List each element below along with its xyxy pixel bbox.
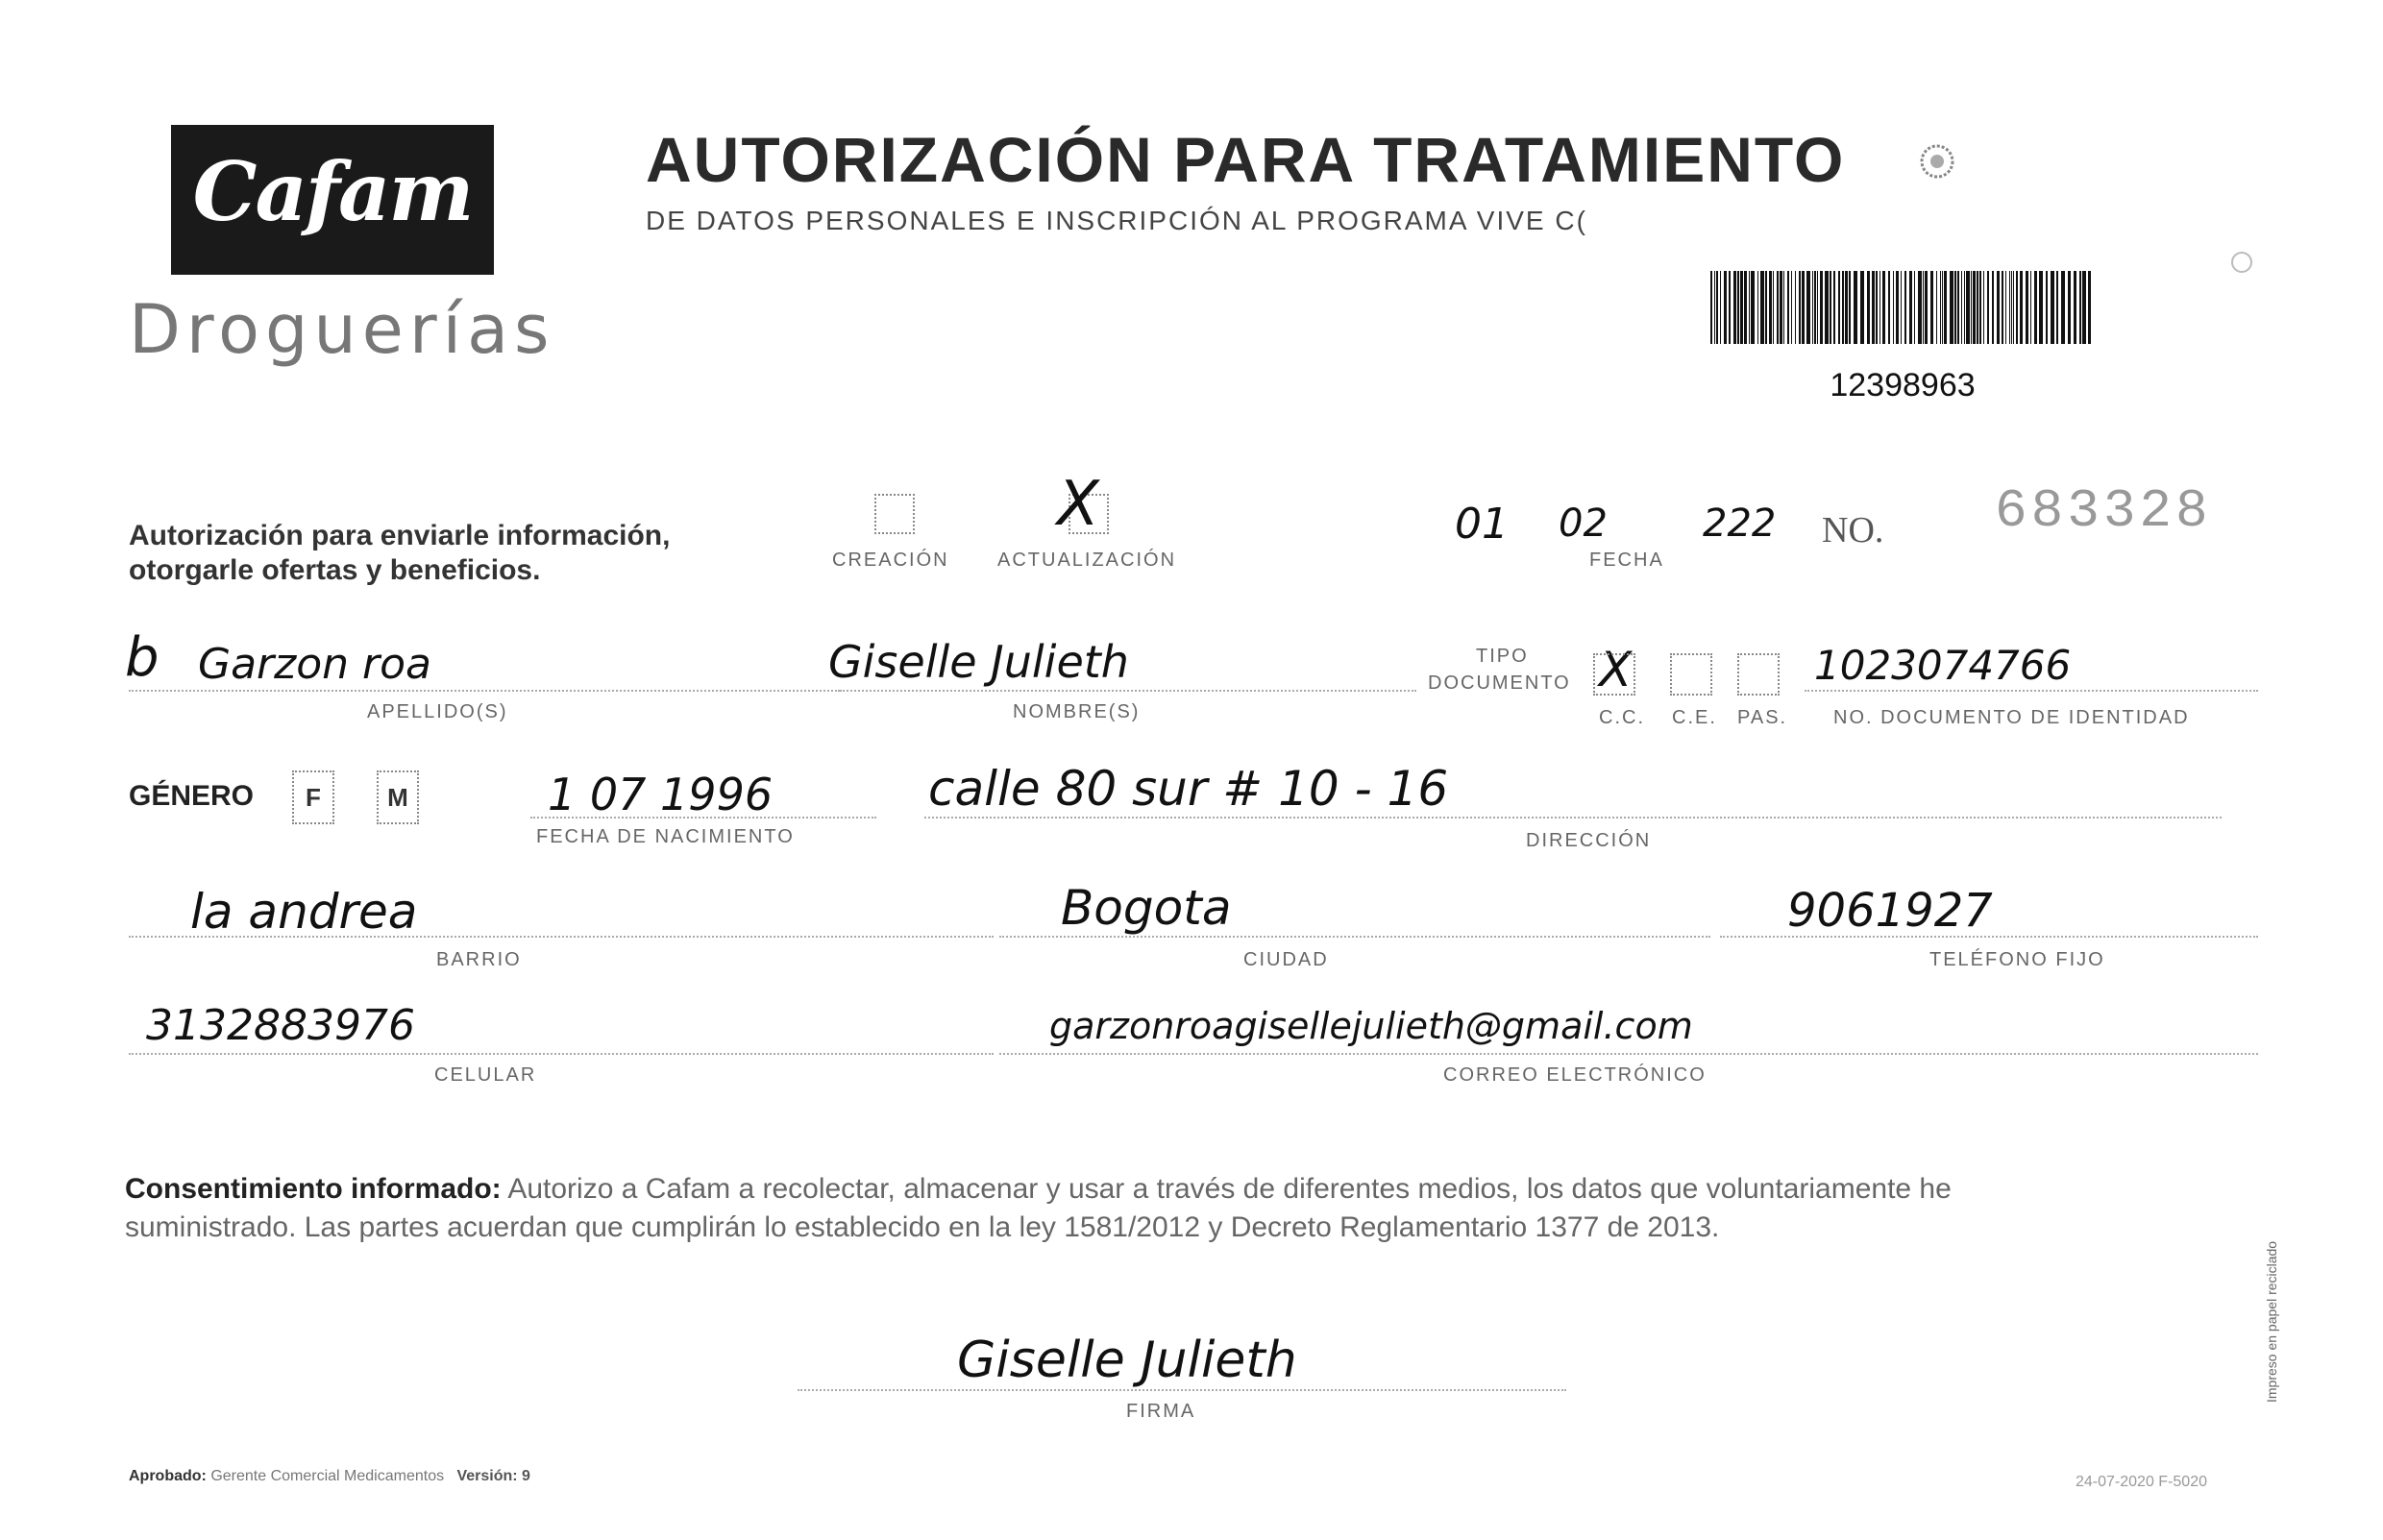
no-label: NO. <box>1822 510 1884 550</box>
apellidos-value: Garzon roa <box>198 640 432 689</box>
barcode-bar <box>1749 271 1750 344</box>
nombres-line <box>840 690 1416 692</box>
barcode-bar <box>1930 271 1933 344</box>
barcode <box>1710 271 2095 344</box>
barcode-bar <box>1944 271 1947 344</box>
documento-number-label: NO. DOCUMENTO DE IDENTIDAD <box>1833 707 2190 728</box>
barcode-bar <box>1714 271 1715 344</box>
barcode-bar <box>1992 271 1994 344</box>
ce-label: C.E. <box>1672 707 1717 728</box>
tipo-mark: X <box>1599 642 1633 697</box>
cc-label: C.C. <box>1599 707 1645 728</box>
barcode-bar <box>2056 271 2058 344</box>
barcode-bar <box>1918 271 1922 344</box>
authorization-line-1: Autorización para enviarle información, <box>129 520 671 551</box>
barcode-bar <box>1909 271 1912 344</box>
fecha-year: 222 <box>1703 501 1777 546</box>
aprobado-value: Gerente Comercial Medicamentos <box>210 1468 445 1484</box>
barcode-bar <box>2013 271 2014 344</box>
barcode-bar <box>1904 271 1906 344</box>
nacimiento-value: 1 07 1996 <box>548 769 774 820</box>
brand-subtitle: Droguerías <box>129 290 555 369</box>
nacimiento-label: FECHA DE NACIMIENTO <box>536 826 795 847</box>
celular-label: CELULAR <box>434 1064 537 1086</box>
documento-label: DOCUMENTO <box>1428 672 1571 694</box>
creacion-label: CREACIÓN <box>832 550 949 571</box>
barcode-bar <box>2046 271 2048 344</box>
barcode-bar <box>1757 271 1758 344</box>
barcode-bar <box>1942 271 1943 344</box>
footer-left <box>129 1468 530 1485</box>
genero-label: GÉNERO <box>129 780 255 812</box>
barcode-bar <box>2026 271 2028 344</box>
barcode-bar <box>1820 271 1823 344</box>
barcode-bar <box>2005 271 2006 344</box>
barcode-bar <box>1787 271 1789 344</box>
barrio-line <box>129 936 994 938</box>
barcode-bar <box>1914 271 1915 344</box>
barcode-bar <box>1901 271 1902 344</box>
tipo-label: TIPO <box>1476 646 1529 667</box>
correo-value: garzonroagisellejulieth@gmail.com <box>1049 1005 1693 1047</box>
seal-icon <box>1916 140 1958 183</box>
celular-value: 3132883976 <box>146 1001 415 1050</box>
barcode-bar <box>1997 271 2000 344</box>
consent-heading: Consentimiento informado: <box>125 1173 502 1205</box>
fecha-day: 01 <box>1455 500 1509 549</box>
form-subtitle: DE DATOS PERSONALES E INSCRIPCIÓN AL PROGRAMA VIVE C( <box>646 206 1587 235</box>
prefix-mark: b <box>125 626 160 689</box>
barcode-bar <box>1724 271 1727 344</box>
barcode-bar <box>2039 271 2043 344</box>
barcode-bar <box>2034 271 2037 344</box>
direccion-value: calle 80 sur # 10 - 16 <box>928 761 1449 817</box>
barcode-bar <box>1783 271 1784 344</box>
actualizacion-mark: X <box>1057 469 1099 540</box>
barcode-bar <box>1867 271 1870 344</box>
barcode-bar <box>1879 271 1880 344</box>
barcode-bar <box>1983 271 1984 344</box>
barcode-bar <box>1971 271 1972 344</box>
barcode-bar <box>1740 271 1743 344</box>
barcode-bar <box>1710 271 1712 344</box>
form-title: AUTORIZACIÓN PARA TRATAMIENTO <box>646 124 1846 195</box>
correo-label: CORREO ELECTRÓNICO <box>1443 1064 1707 1086</box>
barcode-bar <box>1814 271 1816 344</box>
direccion-label: DIRECCIÓN <box>1526 830 1652 851</box>
consent-line-1: Autorizo a Cafam a recolectar, almacenar y usar a través de diferentes medios, los datos que voluntariamente he <box>507 1173 1952 1205</box>
nombres-label: NOMBRE(S) <box>1013 701 1141 722</box>
barcode-bar <box>1957 271 1959 344</box>
telefono-value: 9061927 <box>1787 884 1993 938</box>
barcode-bar <box>1876 271 1878 344</box>
barcode-bar <box>1964 271 1965 344</box>
barcode-bar <box>1954 271 1956 344</box>
barcode-bar <box>1795 271 1796 344</box>
barrio-label: BARRIO <box>436 949 522 970</box>
signature-line <box>798 1389 1566 1391</box>
barcode-bar <box>1720 271 1721 344</box>
barcode-bar <box>2088 271 2091 344</box>
consent-line-2: suministrado. Las partes acuerdan que cumplirán lo establecido en la ley 1581/2012 y Decreto Reglamentario 1377 de 2013. <box>125 1211 1720 1243</box>
actualizacion-label: ACTUALIZACIÓN <box>997 550 1177 571</box>
barcode-bar <box>2016 271 2018 344</box>
barcode-bar <box>1729 271 1731 344</box>
barcode-bar <box>1765 271 1767 344</box>
barcode-bar <box>1833 271 1835 344</box>
barcode-bar <box>1760 271 1764 344</box>
barcode-bar <box>1966 271 1970 344</box>
nombres-value: Giselle Julieth <box>828 636 1129 688</box>
version-label: Versión: 9 <box>456 1468 530 1484</box>
telefono-line <box>1720 936 2258 938</box>
cafam-logo: Cafam <box>192 144 473 239</box>
documento-line <box>1805 690 2258 692</box>
barcode-bar <box>2002 271 2003 344</box>
barcode-bar <box>1888 271 1890 344</box>
pas-checkbox[interactable] <box>1737 653 1780 696</box>
barcode-bar <box>2074 271 2076 344</box>
barcode-bar <box>1940 271 1941 344</box>
cc-checkbox[interactable] <box>1593 653 1635 696</box>
barcode-bar <box>2051 271 2054 344</box>
barcode-bar <box>1925 271 1928 344</box>
barcode-bar <box>1979 271 1981 344</box>
barcode-bar <box>1716 271 1718 344</box>
barcode-bar <box>1825 271 1829 344</box>
barcode-bar <box>2011 271 2012 344</box>
barcode-number: 12398963 <box>1830 367 1976 403</box>
footer-code: 24-07-2020 F-5020 <box>2076 1474 2207 1490</box>
correo-line <box>999 1053 2258 1055</box>
barcode-bar <box>1769 271 1772 344</box>
creacion-checkbox[interactable] <box>874 494 915 534</box>
no-value: 683328 <box>1995 480 2212 542</box>
barcode-bar <box>1977 271 1978 344</box>
barcode-bar <box>1751 271 1755 344</box>
barcode-bar <box>2020 271 2023 344</box>
barcode-bar <box>1817 271 1818 344</box>
barcode-bar <box>1950 271 1953 344</box>
barcode-bar <box>1845 271 1848 344</box>
barcode-bar <box>2068 271 2071 344</box>
barcode-bar <box>1872 271 1875 344</box>
barcode-bar <box>1830 271 1831 344</box>
ce-checkbox[interactable] <box>1670 653 1712 696</box>
barcode-bar <box>1780 271 1782 344</box>
barcode-bar <box>2030 271 2031 344</box>
barcode-bar <box>1812 271 1813 344</box>
barcode-bar <box>1936 271 1937 344</box>
barcode-bar <box>1802 271 1805 344</box>
barcode-bar <box>1842 271 1844 344</box>
aprobado-label: Aprobado: <box>129 1468 207 1484</box>
barcode-bar <box>1860 271 1864 344</box>
barcode-bar <box>1799 271 1801 344</box>
authorization-line-2: otorgarle ofertas y beneficios. <box>129 554 541 586</box>
genero-f-checkbox[interactable]: F <box>292 770 334 824</box>
barcode-bar <box>2061 271 2065 344</box>
side-recycled-text: Impreso en papel reciclado <box>2264 1240 2279 1403</box>
barcode-bar <box>1777 271 1779 344</box>
barcode-bar <box>1882 271 1885 344</box>
barcode-bar <box>1854 271 1857 344</box>
telefono-label: TELÉFONO FIJO <box>1929 949 2105 970</box>
consent-block <box>125 1170 2258 1247</box>
signature-value: Giselle Julieth <box>957 1332 1297 1389</box>
barcode-bar <box>1849 271 1851 344</box>
barcode-bar <box>1896 271 1899 344</box>
barcode-bar <box>2082 271 2086 344</box>
barcode-bar <box>1791 271 1792 344</box>
barcode-bar <box>1961 271 1962 344</box>
fecha-label: FECHA <box>1589 550 1664 571</box>
corner-mark-icon <box>2231 252 2252 273</box>
barcode-bar <box>1893 271 1894 344</box>
signature-label: FIRMA <box>1126 1401 1196 1422</box>
barcode-bar <box>2079 271 2081 344</box>
ciudad-line <box>999 936 1710 938</box>
barcode-bar <box>1744 271 1747 344</box>
nacimiento-line <box>530 817 876 819</box>
apellidos-line <box>129 690 840 692</box>
barcode-bar <box>1806 271 1810 344</box>
celular-line <box>129 1053 994 1055</box>
authorization-text <box>129 519 670 588</box>
pas-label: PAS. <box>1737 707 1788 728</box>
barcode-bar <box>1733 271 1736 344</box>
barcode-bar <box>1923 271 1924 344</box>
barrio-value: la andrea <box>190 884 418 940</box>
barcode-bar <box>1773 271 1774 344</box>
barcode-bar <box>1987 271 1989 344</box>
ciudad-value: Bogota <box>1061 880 1232 936</box>
apellidos-label: APELLIDO(S) <box>367 701 508 722</box>
barcode-bar <box>2009 271 2010 344</box>
barcode-bar <box>1973 271 1976 344</box>
documento-value: 1023074766 <box>1814 642 2072 689</box>
ciudad-label: CIUDAD <box>1243 949 1329 970</box>
barcode-bar <box>1737 271 1739 344</box>
barcode-bar <box>1838 271 1840 344</box>
fecha-month: 02 <box>1559 501 1608 546</box>
direccion-line <box>924 817 2222 819</box>
genero-m-checkbox[interactable]: M <box>377 770 419 824</box>
